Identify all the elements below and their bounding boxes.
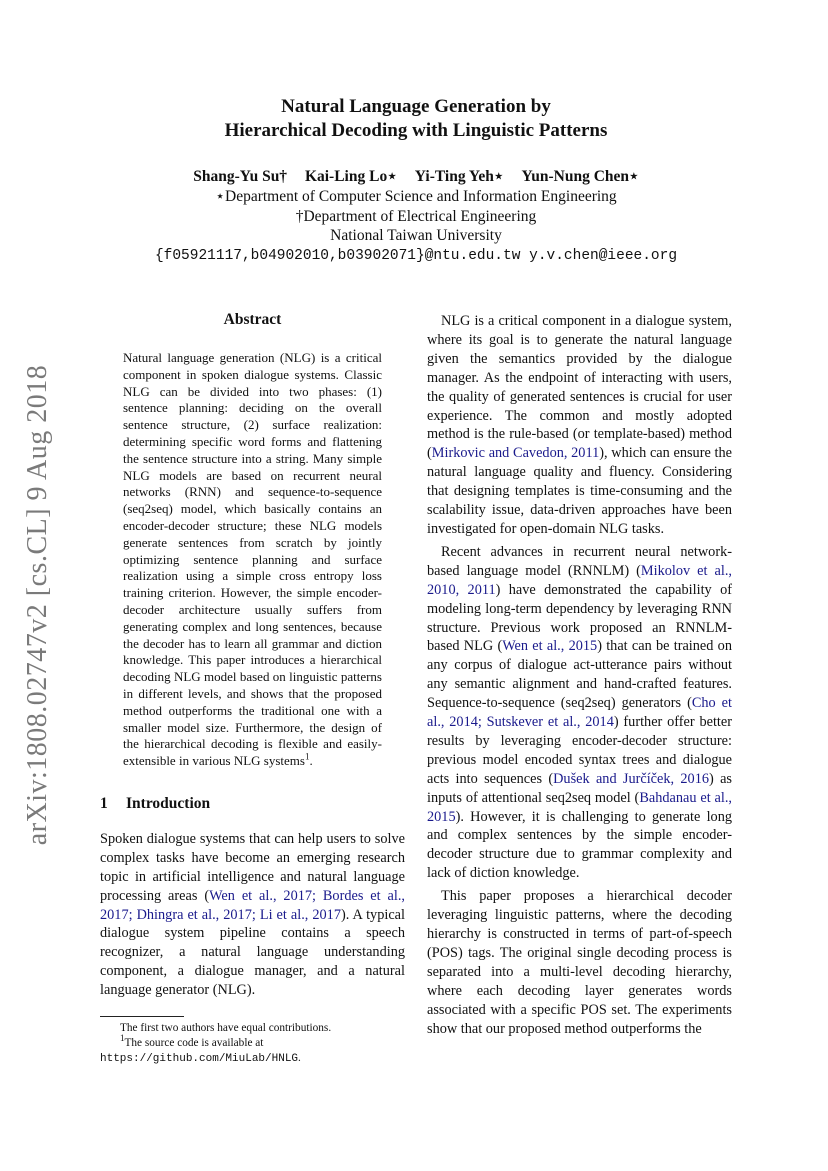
citation-link[interactable]: Wen et al., 2017; Bordes et al., 2017; Dhingra et al., 2017; Li et al., 2017: [100, 887, 405, 923]
author: Shang-Yu Su†: [193, 168, 288, 185]
abstract-heading: Abstract: [223, 311, 282, 328]
introduction-body: [100, 830, 405, 1000]
footnote-equal-contribution: The first two authors have equal contributions.: [120, 1022, 332, 1034]
affiliation: National Taiwan University: [330, 227, 502, 244]
footnote-marker[interactable]: 1: [304, 751, 310, 762]
footnote-divider: [100, 1016, 184, 1017]
paragraph: This paper proposes a hierarchical decoder leveraging linguistic patterns, where the decoding hierarchy is constructed in terms of part-of-speech (POS) tags. The original single decoding process is separated into a multi-level decoding hierarchy, where each decoding layer generates words associated with a specific POS set. The experiments show that our proposed method outperforms the: [427, 888, 732, 1037]
title-block: [100, 95, 732, 266]
author-emails: {f05921117,b04902010,b03902071}@ntu.edu.tw y.v.chen@ieee.org: [154, 247, 678, 264]
citation-link[interactable]: Mikolov et al., 2010, 2011: [427, 562, 732, 598]
citation-link[interactable]: Wen et al., 2015: [502, 638, 598, 655]
paragraph: NLG is a critical component in a dialogue system, where its goal is to generate the natural language given the semantics provided by the dialogue manager. As the endpoint of interacting with users, the quality of generated sentences is crucial for user experience. The common and mostly adopted method is the rule-based (or template-based) method (Mirkovic and Cavedon, 2011), which can ensure the natural language quality and fluency. Considering that designing templates is time-consuming and the scalability issue, data-driven approaches have been investigated for open-domain NLG tasks.: [427, 313, 732, 537]
section-title: Introduction: [126, 794, 211, 812]
author-list: [100, 167, 732, 187]
arxiv-identifier[interactable]: [18, 365, 58, 845]
arxiv-identifier-text: arXiv:1808.02747v2 [cs.CL] 9 Aug 2018: [22, 364, 53, 846]
author: Yun-Nung Chen⋆: [521, 168, 639, 185]
paper-title-line-1: Natural Language Generation by: [281, 96, 551, 117]
abstract-text: Natural language generation (NLG) is a critical component in spoken dialogue systems. Classic NLG can be divided into two phases: (1) sentence planning: deciding on the overall sentence structure, (2) surface realization: determining specific word forms and flattening the sentence structure into a string. Many simple NLG models are based on recurrent neural networks (RNN) and sequence-to-sequence (seq2seq) model, which basically contains an encoder-decoder structure; these NLG models generate sentences from scratch by jointly optimizing sentence planning and surface realization using a simple cross entropy loss training criterion. However, the simple encoder-decoder architecture usually suffers from generating complex and long sentences, because the decoder has to learn all grammar and diction knowledge. This paper introduces a hierarchical decoding NLG model based on linguistic patterns in different levels, and shows that the proposed method outperforms the traditional one with a smaller model size. Furthermore, the design of the hierarchical decoding is flexible and easily-extensible in various NLG systems$^1$.: [123, 350, 382, 769]
affiliation: †Department of Electrical Engineering: [295, 207, 537, 225]
paper-title-line-2: Hierarchical Decoding with Linguistic Patterns: [224, 120, 608, 141]
citation-link[interactable]: Dušek and Jurčíček, 2016: [553, 770, 710, 787]
section-number: 1: [100, 794, 108, 812]
footnote-source-code: $^1$The source code is available at https://github.com/MiuLab/HNLG.: [100, 1033, 301, 1065]
citation-link[interactable]: Mirkovic and Cavedon, 2011: [431, 445, 600, 462]
source-code-url[interactable]: https://github.com/MiuLab/HNLG: [100, 1053, 299, 1065]
abstract-body: Natural language generation (NLG) is a critical component in spoken dialogue systems. Classic NLG can be divided into two phases: (1) sentence planning: deciding on the overall sentence structure, (2) surface realization: determining specific word forms and flattening the sentence structure into a string. Many simple NLG models are based on recurrent neural networks (RNN) and sequence-to-sequence (seq2seq) model, which basically contains an encoder-decoder structure; these NLG models generate sentences from scratch by jointly optimizing sentence planning and surface realization using a simple cross entropy loss training criterion. However, the simple encoder-decoder architecture usually suffers from generating complex and long sentences, because the decoder has to learn all grammar and diction knowledge. This paper introduces a hierarchical decoding NLG model based on linguistic patterns in different levels, and shows that the proposed method outperforms the traditional one with a smaller model size. Furthermore, the design of the hierarchical decoding is flexible and easily-extensible in various NLG systems: [123, 350, 382, 769]
citation-link[interactable]: Cho et al., 2014; Sutskever et al., 2014: [427, 695, 732, 731]
paragraph: Recent advances in recurrent neural network-based language model (RNNLM) (Mikolov et al., 2010, 2011) have demonstrated the capability of modeling long-term dependency by leveraging RNN structure. Previous work proposed an RNNLM-based NLG (Wen et al., 2015) that can be trained on any corpus of dialogue act-utterance pairs without any semantic alignment and hand-crafted features. Sequence-to-sequence (seq2seq) generators (Cho et al., 2014; Sutskever et al., 2014) further offer better results by leveraging encoder-decoder structure: previous model encoded syntax trees and dialogue acts into sequences (Dušek and Jurčíček, 2016) as inputs of attentional seq2seq model (Bahdanau et al., 2015). However, it is challenging to generate long and complex sentences by the simple encoder-decoder structure due to grammar complexity and lack of diction knowledge.: [427, 543, 732, 882]
right-column-body: [427, 312, 732, 1038]
citation-link[interactable]: Bahdanau et al., 2015: [427, 789, 732, 825]
section-heading-introduction: [100, 794, 405, 814]
author: Kai-Ling Lo⋆: [304, 168, 397, 185]
footnotes: [100, 1021, 405, 1067]
paragraph: Spoken dialogue systems that can help users to solve complex tasks have become an emerging research topic in artificial intelligence and natural language processing areas (Wen et al., 2017; Bordes et al., 2017; Dhingra et al., 2017; Li et al., 2017). A typical dialogue system pipeline contains a speech recognizer, a natural language understanding component, a dialogue manager, and a natural language generator (NLG).: [100, 830, 405, 999]
right-column: [427, 312, 732, 1038]
left-column: [100, 310, 405, 1000]
affiliation: ⋆Department of Computer Science and Information Engineering: [215, 188, 617, 205]
author: Yi-Ting Yeh⋆: [414, 168, 504, 185]
